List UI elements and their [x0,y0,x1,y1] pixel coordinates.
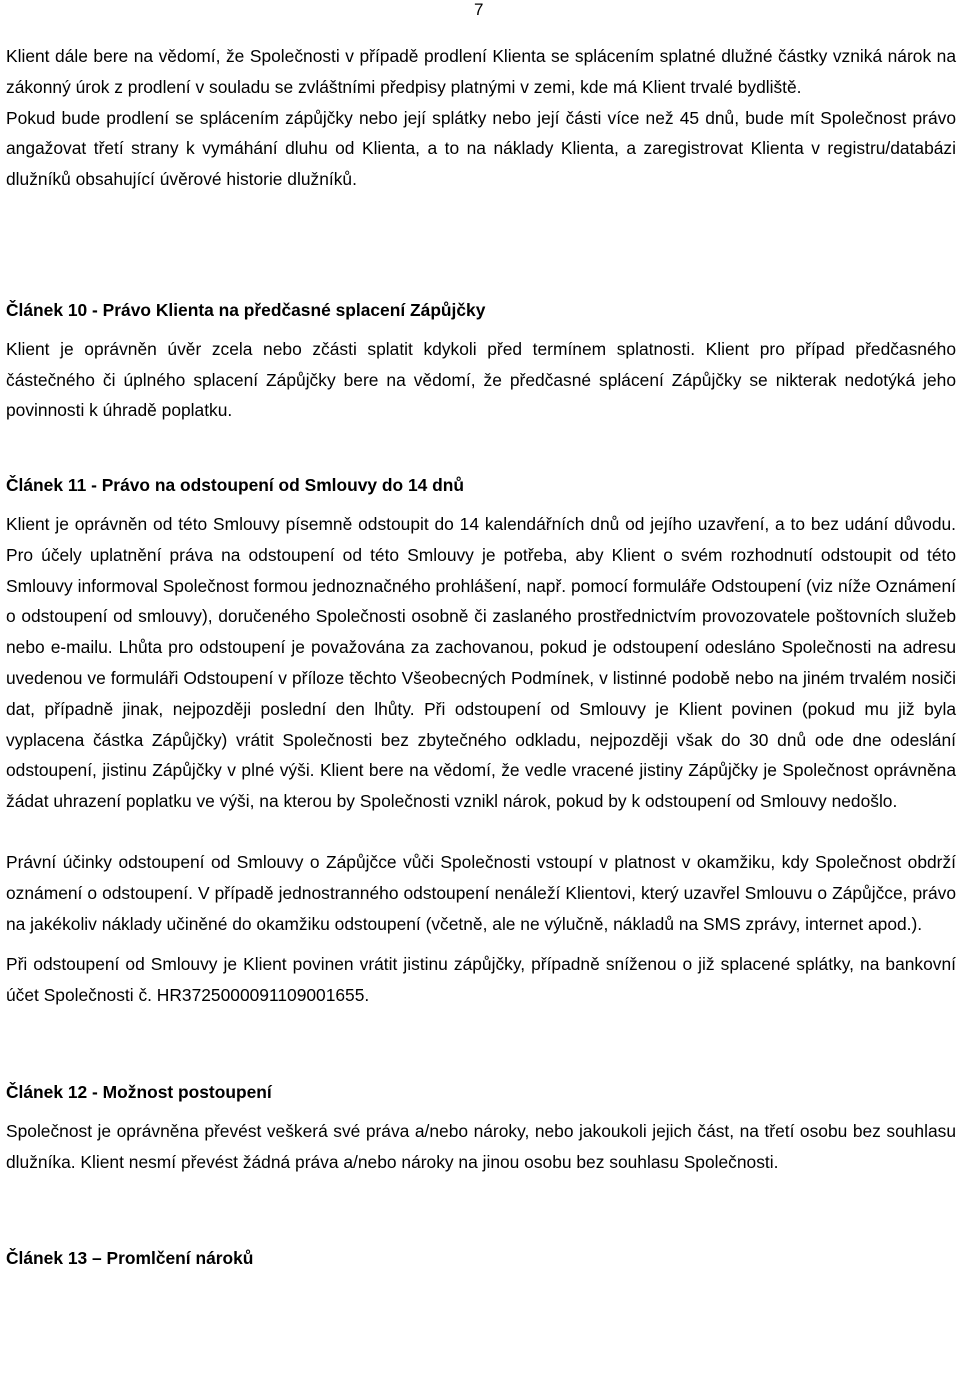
article-12-paragraph-1: Společnost je oprávněna převést veškerá své práva a/nebo nároky, nebo jakoukoli jejich část, na třetí osobu bez souhlasu dlužníka. Klient nesmí převést žádná práva a/nebo nároky na jinou osobu bez souhlasu Společnosti. [6,1120,956,1172]
article-12-heading: Článek 12 - Možnost postoupení [6,1081,272,1102]
article-10-heading: Článek 10 - Právo Klienta na předčasné splacení Zápůjčky [6,299,486,320]
page-number: 7 [474,0,484,19]
article-11-paragraph-3: Při odstoupení od Smlouvy je Klient povinen vrátit jistinu zápůjčky, případně sníženou o již splacené splátky, na bankovní účet Společnosti č. HR3725000091109001655. [6,954,956,1006]
paragraph-delay-45-days: Pokud bude prodlení se splácením zápůjčky nebo její splátky nebo její části více než 45 dnů, bude mít Společnost právo angažovat třetí strany k vymáhání dluhu od Klienta, a to na náklady Klienta, a zaregistrovat Klienta v registru/databázi dlužníků obsahující úvěrové historie dlužníků. [6,107,956,190]
article-11-heading: Článek 11 - Právo na odstoupení od Smlouvy do 14 dnů [6,475,465,496]
paragraph-late-interest: Klient dále bere na vědomí, že Společnosti v případě prodlení Klienta se splácením splatné dlužné částky vzniká nárok na zákonný úrok z prodlení v souladu se zvláštními předpisy platnými v zemi, kde má Klient trvalé bydliště. [6,46,956,97]
article-10-paragraph-1: Klient je oprávněn úvěr zcela nebo zčásti splatit kdykoli před termínem splatnosti. Klient pro případ předčasného částečného či úplného splacení Zápůjčky bere na vědomí, že předčasné splácení Zápůjčky se nikterak nedotýká jeho povinnosti k úhradě poplatku. [6,338,956,421]
document-body [6,41,956,1274]
article-13-heading: Článek 13 – Promlčení nároků [6,1248,254,1269]
article-11-paragraph-1: Klient je oprávněn od této Smlouvy písemně odstoupit do 14 kalendářních dnů od jejího uzavření, a to bez udání důvodu. Pro účely uplatnění práva na odstoupení od této Smlouvy je potřeba, aby Klient o svém rozhodnutí odstoupit od této Smlouvy informoval Společnost formou jednoznačného prohlášení, např. pomocí formuláře Odstoupení (viz níže Oznámení o odstoupení od smlouvy), doručeného Společnosti osobně či zaslaného prostřednictvím provozovatele poštovních služeb nebo e-mailu. Lhůta pro odstoupení je považována za zachovanou, pokud je odstoupení odesláno Společnosti na adresu uvedenou ve formuláři Odstoupení v příloze těchto Všeobecných Podmínek, v listinné podobě nebo na jiném trvalém nosiči dat, případně jinak, nejpozději poslední den lhůty. Při odstoupení od Smlouvy je Klient povinen (pokud mu již byla vyplacena částka Zápůjčky) vrátit Společnosti bez zbytečného odkladu, nejpozději však do 30 dnů ode dne odeslání odstoupení, jistinu Zápůjčky v plné výši. Klient bere na vědomí, že vedle vracené jistiny Zápůjčky je Společnost oprávněna žádat uhrazení poplatku ve výši, na kterou by Společnosti vznikl nárok, pokud by k odstoupení od Smlouvy nedošlo. [6,513,956,812]
article-11-paragraph-2: Právní účinky odstoupení od Smlouvy o Zápůjčce vůči Společnosti vstoupí v platnost v okamžiku, kdy Společnost obdrží oznámení o odstoupení. V případě jednostranného odstoupení nenáleží Klientovi, který uzavřel Smlouvu o Zápůjčce, právo na jakékoliv náklady učiněné do okamžiku odstoupení (včetně, ale ne výlučně, nákladů na SMS zprávy, internet apod.). [6,851,956,934]
